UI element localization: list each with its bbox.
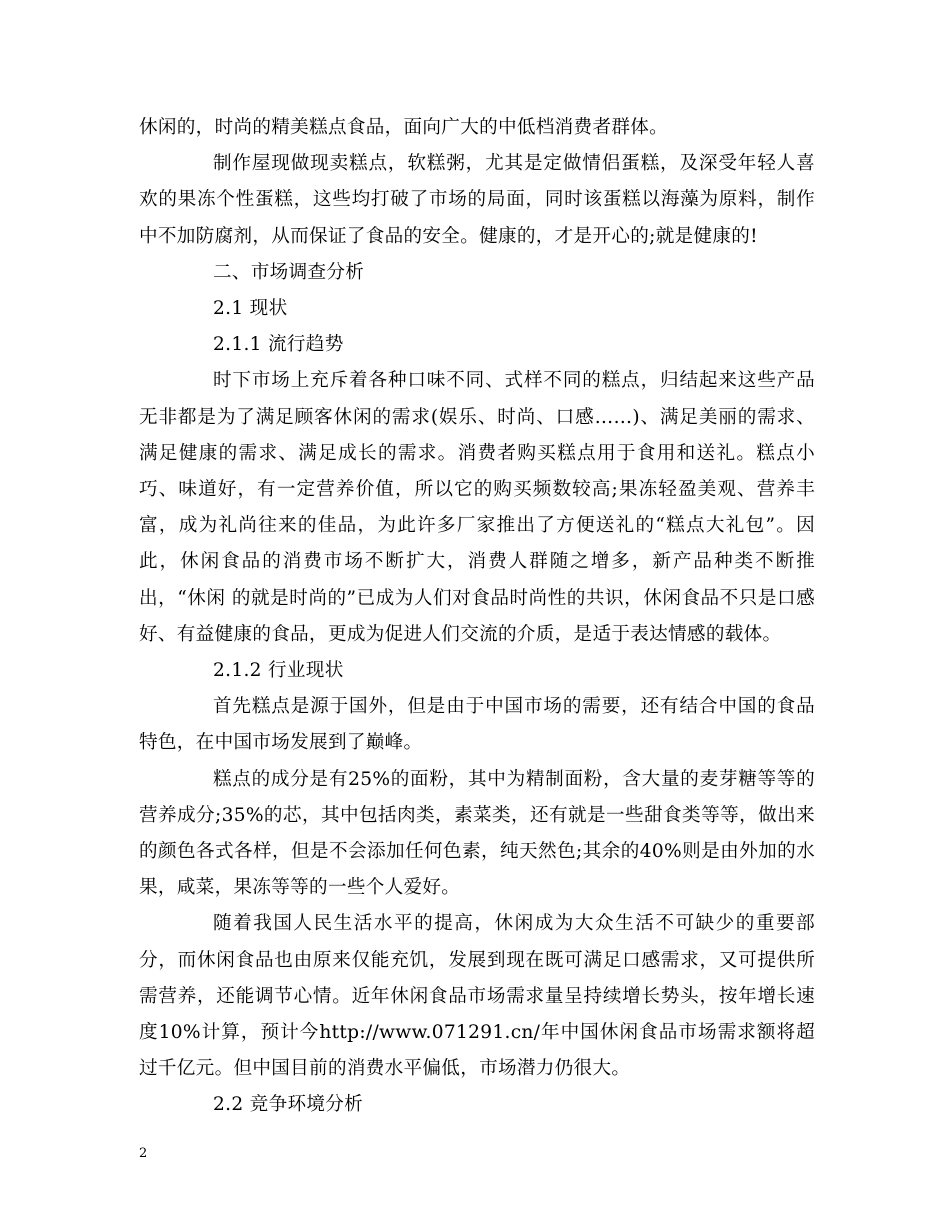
paragraph-continuation: 休闲的，时尚的精美糕点食品，面向广大的中低档消费者群体。	[139, 117, 669, 138]
paragraph-origin: 首先糕点是源于国外，但是由于中国市场的需要，还有结合中国的食品特色，在中国市场发展到了巅峰。	[139, 696, 815, 754]
section-heading-market-analysis: 二、市场调查分析	[213, 261, 365, 283]
section-heading-competition: 2.2 竞争环境分析	[213, 1094, 364, 1116]
paragraph-bakery-intro: 制作屋现做现卖糕点，软糕粥，尤其是定做情侣蛋糕，及深受年轻人喜欢的果冻个性蛋糕，这些均打破了市场的局面，同时该蛋糕以海藻为原料，制作中不加防腐剂，从而保证了食品的安全。健康的，才是开心的;就是健康的!	[139, 153, 815, 247]
paragraph-market-demand: 随着我国人民生活水平的提高，休闲成为大众生活不可缺少的重要部分，而休闲食品也由原来仅能充饥，发展到现在既可满足口感需求，又可提供所需营养，还能调节心情。近年休闲食品市场需求量呈持续增长势头，按年增长速度10%计算，预计今http://www.071291.cn/年中国休闲食品市场需求额将超过千亿元。但中国目前的消费水平偏低，市场潜力仍很大。	[139, 913, 815, 1080]
section-heading-industry-status: 2.1.2 行业现状	[213, 660, 344, 682]
section-heading-status: 2.1 现状	[213, 298, 288, 320]
section-heading-trends: 2.1.1 流行趋势	[213, 334, 344, 356]
document-body	[139, 110, 815, 1124]
paragraph-ingredients: 糕点的成分是有25%的面粉，其中为精制面粉，含大量的麦芽糖等等的营养成分;35%的芯，其中包括肉类，素菜类，还有就是一些甜食类等等，做出来的颜色各式各样，但是不会添加任何色素，纯天然色;其余的40%则是由外加的水果，咸菜，果冻等等的一些个人爱好。	[139, 768, 815, 899]
paragraph-trends: 时下市场上充斥着各种口味不同、式样不同的糕点，归结起来这些产品无非都是为了满足顾客休闲的需求(娱乐、时尚、口感……)、满足美丽的需求、满足健康的需求、满足成长的需求。消费者购买糕点用于食用和送礼。糕点小巧、味道好，有一定营养价值，所以它的购买频数较高;果冻轻盈美观、营养丰富，成为礼尚往来的佳品，为此许多厂家推出了方便送礼的“糕点大礼包”。因此，休闲食品的消费市场不断扩大，消费人群随之增多，新产品种类不断推出，“休闲 的就是时尚的”已成为人们对食品时尚性的共识，休闲食品不只是口感好、有益健康的食品，更成为促进人们交流的介质，是适于表达情感的载体。	[139, 370, 815, 645]
page-number: 2	[139, 1146, 148, 1161]
